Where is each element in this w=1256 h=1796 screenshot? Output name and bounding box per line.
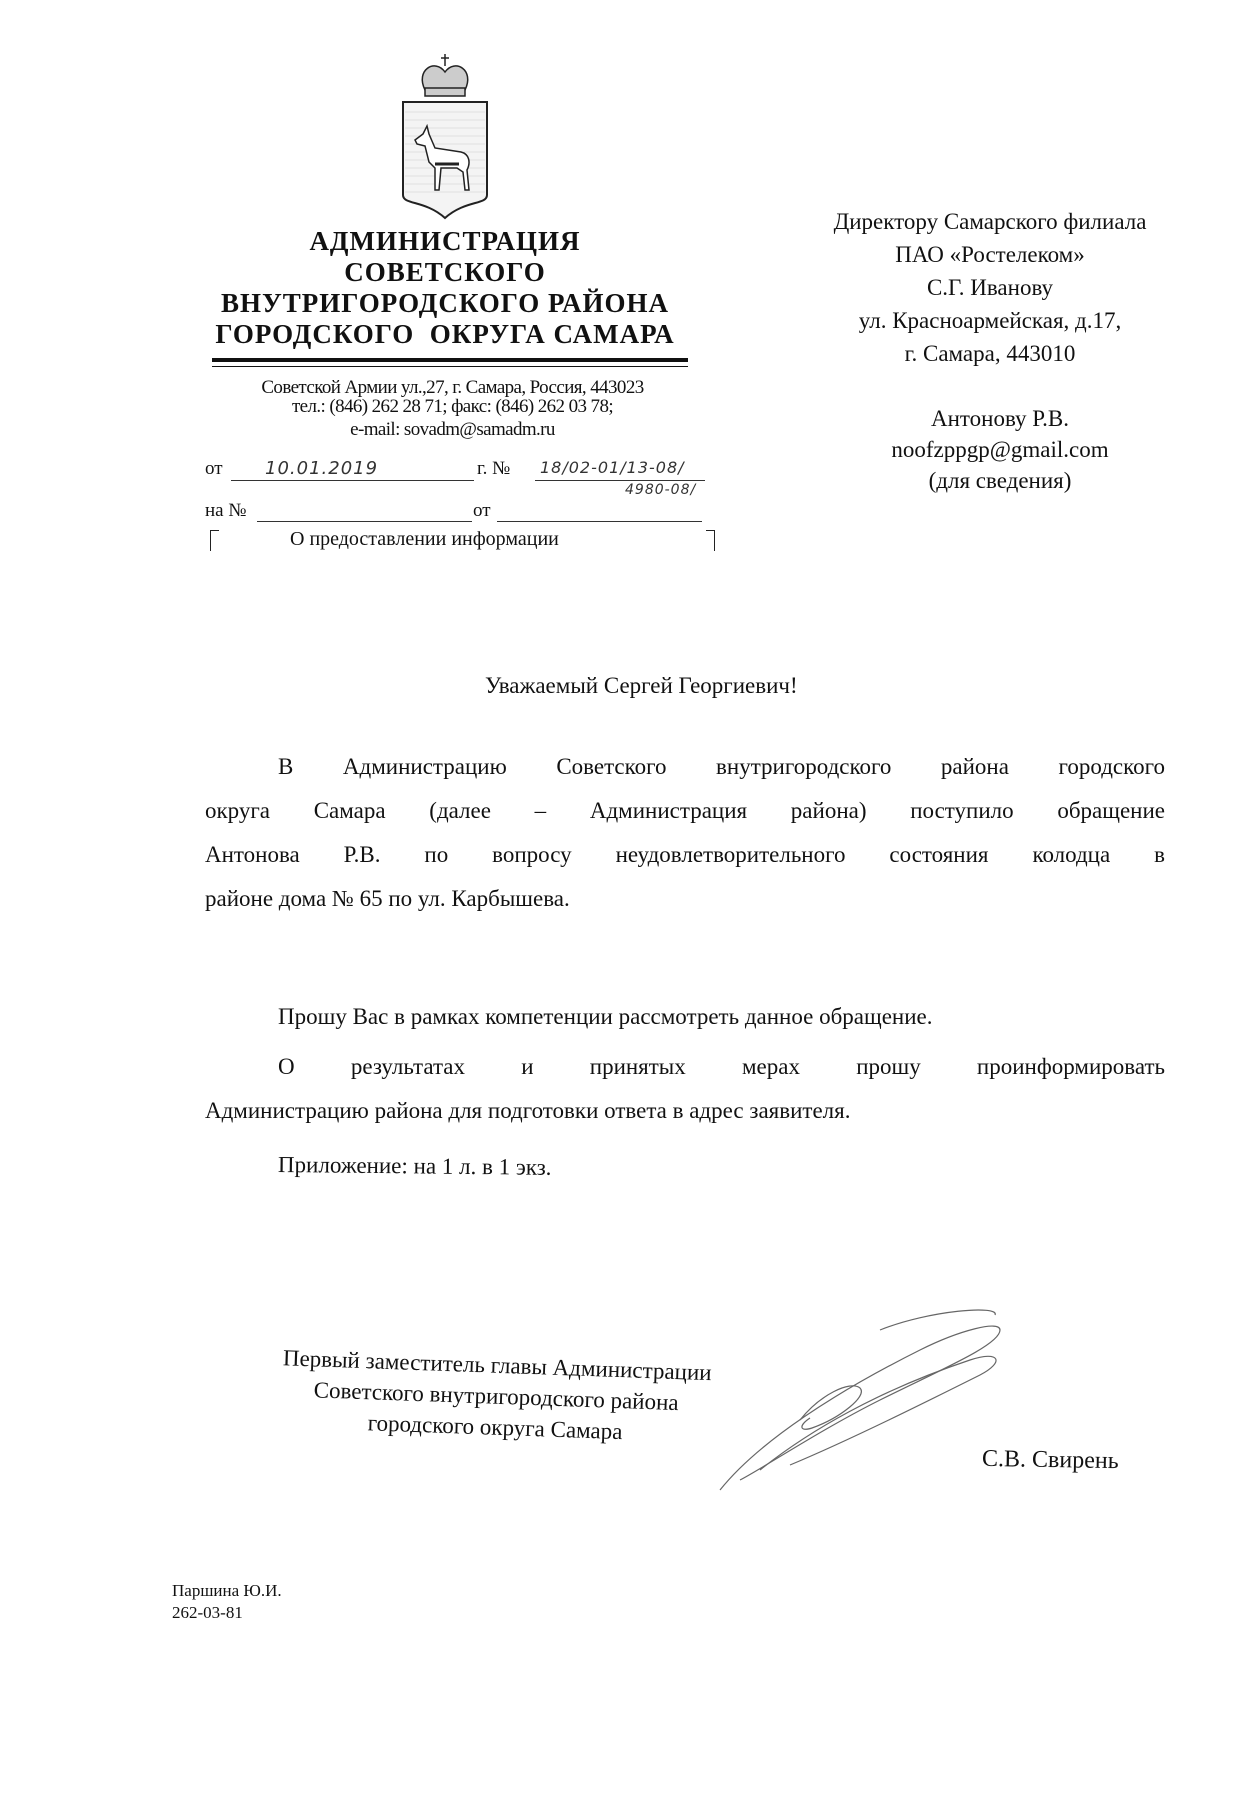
cc-block bbox=[790, 403, 1210, 496]
samara-coat-of-arms-icon bbox=[395, 50, 495, 225]
signatory-name: С.В. Свирень bbox=[981, 1445, 1119, 1475]
org-name-line: ГОРОДСКОГО ОКРУГА САМАРА bbox=[215, 319, 675, 349]
cc-email: noofzppgp@gmail.com bbox=[891, 437, 1109, 462]
org-name-line: СОВЕТСКОГО bbox=[344, 257, 546, 287]
paragraph-line: Администрацию района для подготовки ответа в адрес заявителя. bbox=[205, 1098, 851, 1123]
incoming-number: 4980-08/ bbox=[625, 482, 697, 498]
reply-to-label: на № bbox=[205, 500, 247, 521]
reply-reference-line bbox=[205, 500, 710, 526]
cc-name: Антонову Р.В. bbox=[930, 406, 1070, 431]
registration-date: 10.01.2019 bbox=[265, 458, 379, 479]
addressee-line: ул. Красноармейская, д.17, bbox=[858, 308, 1122, 333]
reply-from-label: от bbox=[473, 500, 491, 521]
subject-bracket-right bbox=[706, 530, 715, 551]
addressee-block bbox=[760, 205, 1220, 370]
reply-to-underline bbox=[257, 521, 472, 522]
paragraph-line: Прошу Вас в рамках компетенции рассмотреть данное обращение. bbox=[278, 1004, 933, 1029]
organization-contacts bbox=[205, 378, 700, 439]
subject-bracket-left bbox=[210, 530, 219, 551]
addressee-line: ПАО «Ростелеком» bbox=[895, 242, 1085, 267]
executor-name: Паршина Ю.И. bbox=[172, 1581, 282, 1600]
addressee-line: Директору Самарского филиала bbox=[833, 209, 1147, 234]
position-line: Первый заместитель главы Администрации bbox=[282, 1345, 713, 1386]
letterhead-divider-thin bbox=[212, 366, 688, 367]
salutation: Уважаемый Сергей Георгиевич! bbox=[485, 673, 798, 698]
number-label: г. № bbox=[477, 458, 511, 479]
registration-line bbox=[205, 458, 705, 498]
number-underline bbox=[535, 480, 705, 481]
org-email: e-mail: sovadm@samadm.ru bbox=[350, 419, 555, 440]
org-phone-fax: тел.: (846) 262 28 71; факс: (846) 262 03 78; bbox=[291, 396, 614, 417]
paragraph-line: Антонова Р.В. по вопросу неудовлетворительного состояния колодца в bbox=[205, 842, 1165, 867]
reply-from-underline bbox=[497, 521, 702, 522]
signatory-position bbox=[215, 1340, 778, 1452]
subject-block bbox=[210, 528, 715, 558]
executor-phone: 262-03-81 bbox=[172, 1603, 243, 1622]
date-underline bbox=[231, 480, 474, 481]
org-name-line: АДМИНИСТРАЦИЯ bbox=[309, 226, 581, 256]
addressee-line: г. Самара, 443010 bbox=[904, 341, 1076, 366]
subject-text: О предоставлении информации bbox=[290, 528, 559, 550]
registration-number: 18/02-01/13-08/ bbox=[540, 458, 685, 477]
position-line: Советского внутригородского района bbox=[313, 1377, 680, 1416]
handwritten-signature-icon bbox=[700, 1300, 1020, 1500]
from-label: от bbox=[205, 458, 223, 479]
paragraph-line: округа Самара (далее – Администрация района) поступило обращение bbox=[205, 798, 1165, 823]
letterhead-divider-thick bbox=[212, 358, 688, 362]
executor-info bbox=[172, 1580, 282, 1624]
org-name-line: ВНУТРИГОРОДСКОГО РАЙОНА bbox=[220, 288, 670, 318]
attachment-note: Приложение: на 1 л. в 1 экз. bbox=[277, 1152, 552, 1180]
body-paragraph-2 bbox=[205, 995, 1165, 1039]
position-line: городского округа Самара bbox=[367, 1410, 623, 1445]
paragraph-line: О результатах и принятых мерах прошу проинформировать bbox=[278, 1054, 1165, 1079]
body-paragraph-1 bbox=[205, 745, 1165, 921]
org-address: Советской Армии ул.,27, г. Самара, Россия, 443023 bbox=[261, 377, 644, 398]
paragraph-line: районе дома № 65 по ул. Карбышева. bbox=[205, 886, 570, 911]
paragraph-line: В Администрацию Советского внутригородского района городского bbox=[278, 754, 1165, 779]
addressee-line: С.Г. Иванову bbox=[926, 275, 1054, 300]
cc-note: (для сведения) bbox=[928, 468, 1072, 493]
organization-name bbox=[205, 226, 685, 350]
body-paragraph-3 bbox=[205, 1045, 1165, 1133]
